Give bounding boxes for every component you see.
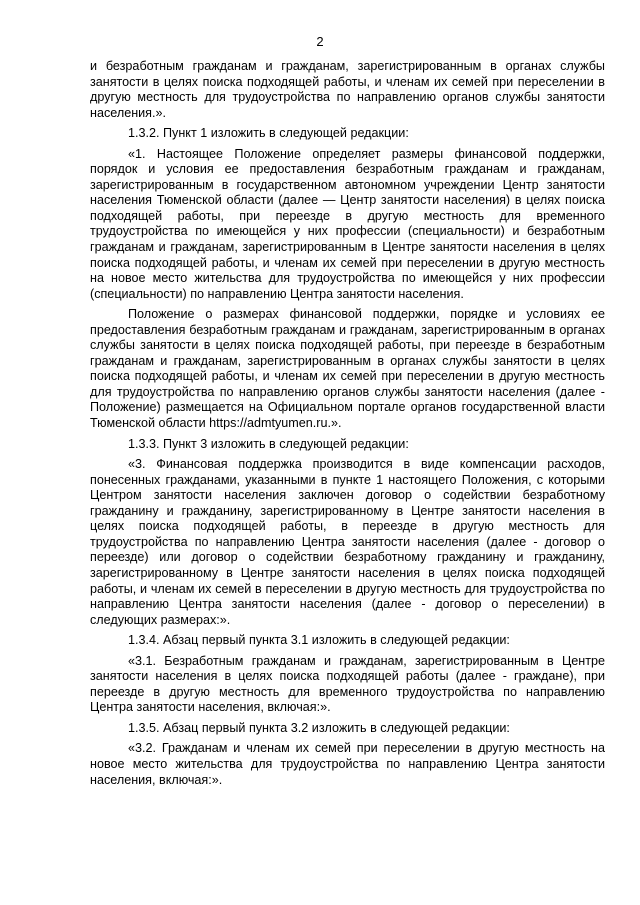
- paragraph-item-1-3-5: 1.3.5. Абзац первый пункта 3.2 изложить в следующей редакции:: [128, 720, 510, 735]
- paragraph-clause-3: «3. Финансовая поддержка производится в виде компенсации расходов, понесенных гражданами, указанными в пункте 1 настоящего Положения, с которыми Центром занятости населения заключен договор о содействии безработному гражданину и гражданину, зарегистрированному в Центре занятости населения в целях поиска подходящей работы, в переезде в другую местность для трудоустройства по направлению Центра занятости населения (далее - договор о переезде) или договор о содействии безработному гражданину и гражданину, зарегистрированному в Центре занятости населения в целях поиска подходящей работы, и членам их семей в переселении в другую местность для трудоустройства по направлению Центра занятости населения (далее - договор о переселении) в следующих размерах:».: [90, 457, 605, 627]
- paragraph-clause-1: «1. Настоящее Положение определяет размеры финансовой поддержки, порядок и условия ее предоставления безработным гражданам и гражданам, зарегистрированным в государственном автономном учреждении Центр занятости населения Тюменской области (далее — Центр занятости населения) в целях поиска подходящей работы, при переезде в другую местность для временного трудоустройства по имеющейся у них профессии (специальности) и безработным гражданам и гражданам, зарегистрированным в Центре занятости населения в целях поиска подходящей работы, и членам их семей при переселении в другую местность на новое место жительства для трудоустройства по имеющейся у них профессии (специальности) по направлению Центра занятости населения.: [90, 146, 605, 301]
- page-number: 2: [316, 34, 324, 49]
- paragraph-item-1-3-2: 1.3.2. Пункт 1 изложить в следующей редакции:: [128, 126, 409, 141]
- paragraph-item-1-3-3: 1.3.3. Пункт 3 изложить в следующей редакции:: [128, 436, 409, 451]
- paragraph-item-1-3-4: 1.3.4. Абзац первый пункта 3.1 изложить в следующей редакции:: [128, 633, 510, 648]
- paragraph-regulation-placement: Положение о размерах финансовой поддержки, порядке и условиях ее предоставления безработным гражданам и гражданам, зарегистрированным в органах службы занятости в целях поиска подходящей работы, при переезде в безработным гражданам и гражданам, зарегистрированным в органах службы занятости в целях поиска подходящей работы, и членам их семей при переселении в другую местность для трудоустройства по направлению органов службы занятости населения (далее - Положение) размещается на Официальном портале органов государственной власти Тюменской области https://admtyumen.ru.».: [90, 307, 605, 431]
- document-body: [90, 59, 605, 793]
- paragraph-clause-3-1: «3.1. Безработным гражданам и гражданам, зарегистрированным в Центре занятости населения в целях поиска подходящей работы (далее - граждане), при переезде в другую местность для временного трудоустройства по направлению Центра занятости населения, включая:».: [90, 653, 605, 715]
- paragraph-continuation: и безработным гражданам и гражданам, зарегистрированным в органах службы занятости в целях поиска подходящей работы, и членам их семей при переселении в другую местность для трудоустройства по направлению органов службы занятости населения.».: [90, 59, 605, 120]
- paragraph-clause-3-2: «3.2. Гражданам и членам их семей при переселении в другую местность на новое место жительства для трудоустройства по направлению Центра занятости населения, включая:».: [90, 741, 605, 787]
